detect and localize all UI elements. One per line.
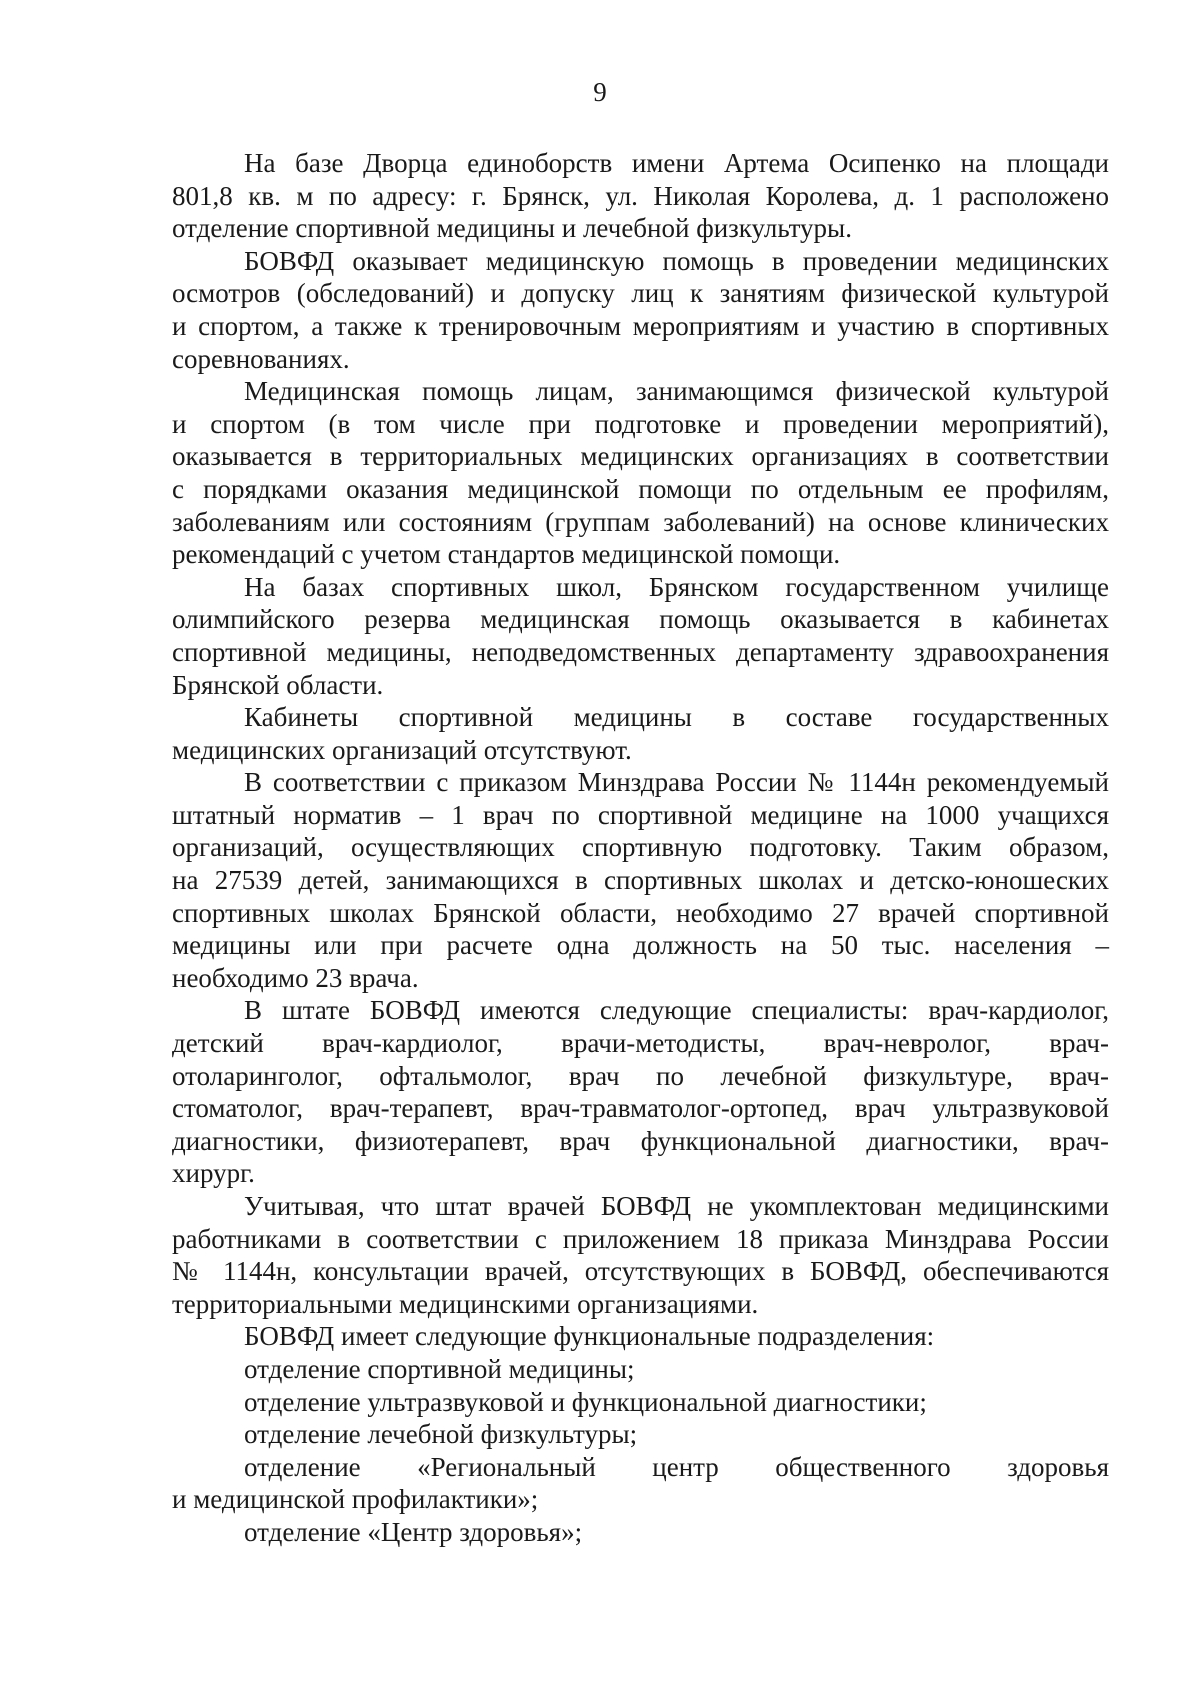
text-line: территориальными медицинскими организациями.	[172, 1288, 759, 1319]
text-line: спортивной медицины, неподведомственных департаменту здравоохранения	[172, 636, 1109, 667]
text-line: БОВФД оказывает медицинскую помощь в проведении медицинских	[244, 245, 1109, 276]
text-line: детский врач-кардиолог, врачи-методисты, врач-невролог, врач-	[172, 1028, 1109, 1059]
text-line: отделение «Центр здоровья»;	[244, 1516, 583, 1547]
text-line: медицинских организаций отсутствуют.	[172, 734, 632, 765]
division-list-item	[172, 1386, 1109, 1419]
text-line: Медицинская помощь лицам, занимающимся физической культурой	[244, 376, 1109, 407]
division-list-item	[172, 1516, 1109, 1549]
text-line: Кабинеты спортивной медицины в составе государственных	[244, 702, 1109, 733]
text-line: спортивных школах Брянской области, необходимо 27 врачей спортивной	[172, 897, 1109, 928]
text-line: необходимо 23 врача.	[172, 962, 419, 993]
text-line: На базах спортивных школ, Брянском государственном училище	[244, 571, 1109, 602]
paragraph	[172, 1190, 1109, 1320]
text-line: на 27539 детей, занимающихся в спортивных школах и детско-юношеских	[172, 865, 1109, 896]
document-body	[172, 147, 1109, 1549]
text-line: В соответствии с приказом Минздрава России № 1144н рекомендуемый	[244, 767, 1109, 798]
text-line: отоларинголог, офтальмолог, врач по лечебной физкультуре, врач-	[172, 1060, 1109, 1091]
text-line: и медицинской профилактики»;	[172, 1484, 539, 1515]
text-line: оказывается в территориальных медицинских организациях в соответствии	[172, 441, 1109, 472]
paragraph	[172, 701, 1109, 766]
text-line: олимпийского резерва медицинская помощь оказывается в кабинетах	[172, 604, 1109, 635]
paragraph	[172, 571, 1109, 701]
text-line: заболеваниям или состояниям (группам заболеваний) на основе клинических	[172, 506, 1109, 537]
text-line: работниками в соответствии с приложением 18 приказа Минздрава России	[172, 1223, 1109, 1254]
text-line: с порядками оказания медицинской помощи по отдельным ее профилям,	[172, 473, 1109, 504]
text-line: № 1144н, консультации врачей, отсутствующих в БОВФД, обеспечиваются	[172, 1256, 1109, 1287]
text-line: хирург.	[172, 1158, 255, 1189]
text-line: стоматолог, врач-терапевт, врач-травматолог-ортопед, врач ультразвуковой	[172, 1093, 1109, 1124]
text-line: рекомендаций с учетом стандартов медицинской помощи.	[172, 539, 841, 570]
text-line: организаций, осуществляющих спортивную подготовку. Таким образом,	[172, 832, 1109, 863]
text-line: отделение спортивной медицины;	[244, 1353, 635, 1384]
text-line: отделение спортивной медицины и лечебной физкультуры.	[172, 213, 852, 244]
text-line: диагностики, физиотерапевт, врач функциональной диагностики, врач-	[172, 1125, 1109, 1156]
text-line: На базе Дворца единоборств имени Артема Осипенко на площади	[244, 148, 1109, 178]
text-line: отделение ультразвуковой и функциональной диагностики;	[244, 1386, 927, 1417]
text-line: 801,8 кв. м по адресу: г. Брянск, ул. Николая Королева, д. 1 расположено	[172, 180, 1109, 211]
text-line: Учитывая, что штат врачей БОВФД не укомплектован медицинскими	[244, 1191, 1109, 1221]
paragraph	[172, 766, 1109, 994]
division-list-item	[172, 1418, 1109, 1451]
text-line: В штате БОВФД имеются следующие специалисты: врач-кардиолог,	[244, 995, 1109, 1026]
paragraph	[172, 375, 1109, 571]
text-line: Брянской области.	[172, 669, 384, 700]
text-line: осмотров (обследований) и допуску лиц к занятиям физической культурой	[172, 278, 1109, 309]
text-line: и спортом, а также к тренировочным мероприятиям и участию в спортивных	[172, 310, 1109, 341]
paragraph	[172, 1320, 1109, 1353]
division-list-item	[172, 1451, 1109, 1516]
text-line: медицины или при расчете одна должность на 50 тыс. населения –	[172, 930, 1109, 961]
text-line: отделение «Региональный центр общественного здоровья	[244, 1451, 1109, 1482]
paragraph	[172, 245, 1109, 375]
text-line: отделение лечебной физкультуры;	[244, 1419, 638, 1450]
paragraph	[172, 994, 1109, 1190]
text-line: БОВФД имеет следующие функциональные подразделения:	[244, 1321, 935, 1352]
text-line: штатный норматив – 1 врач по спортивной медицине на 1000 учащихся	[172, 799, 1109, 830]
page-number: 9	[593, 77, 607, 107]
text-line: соревнованиях.	[172, 343, 350, 374]
division-list-item	[172, 1353, 1109, 1386]
text-line: и спортом (в том числе при подготовке и проведении мероприятий),	[172, 408, 1109, 439]
paragraph	[172, 147, 1109, 245]
